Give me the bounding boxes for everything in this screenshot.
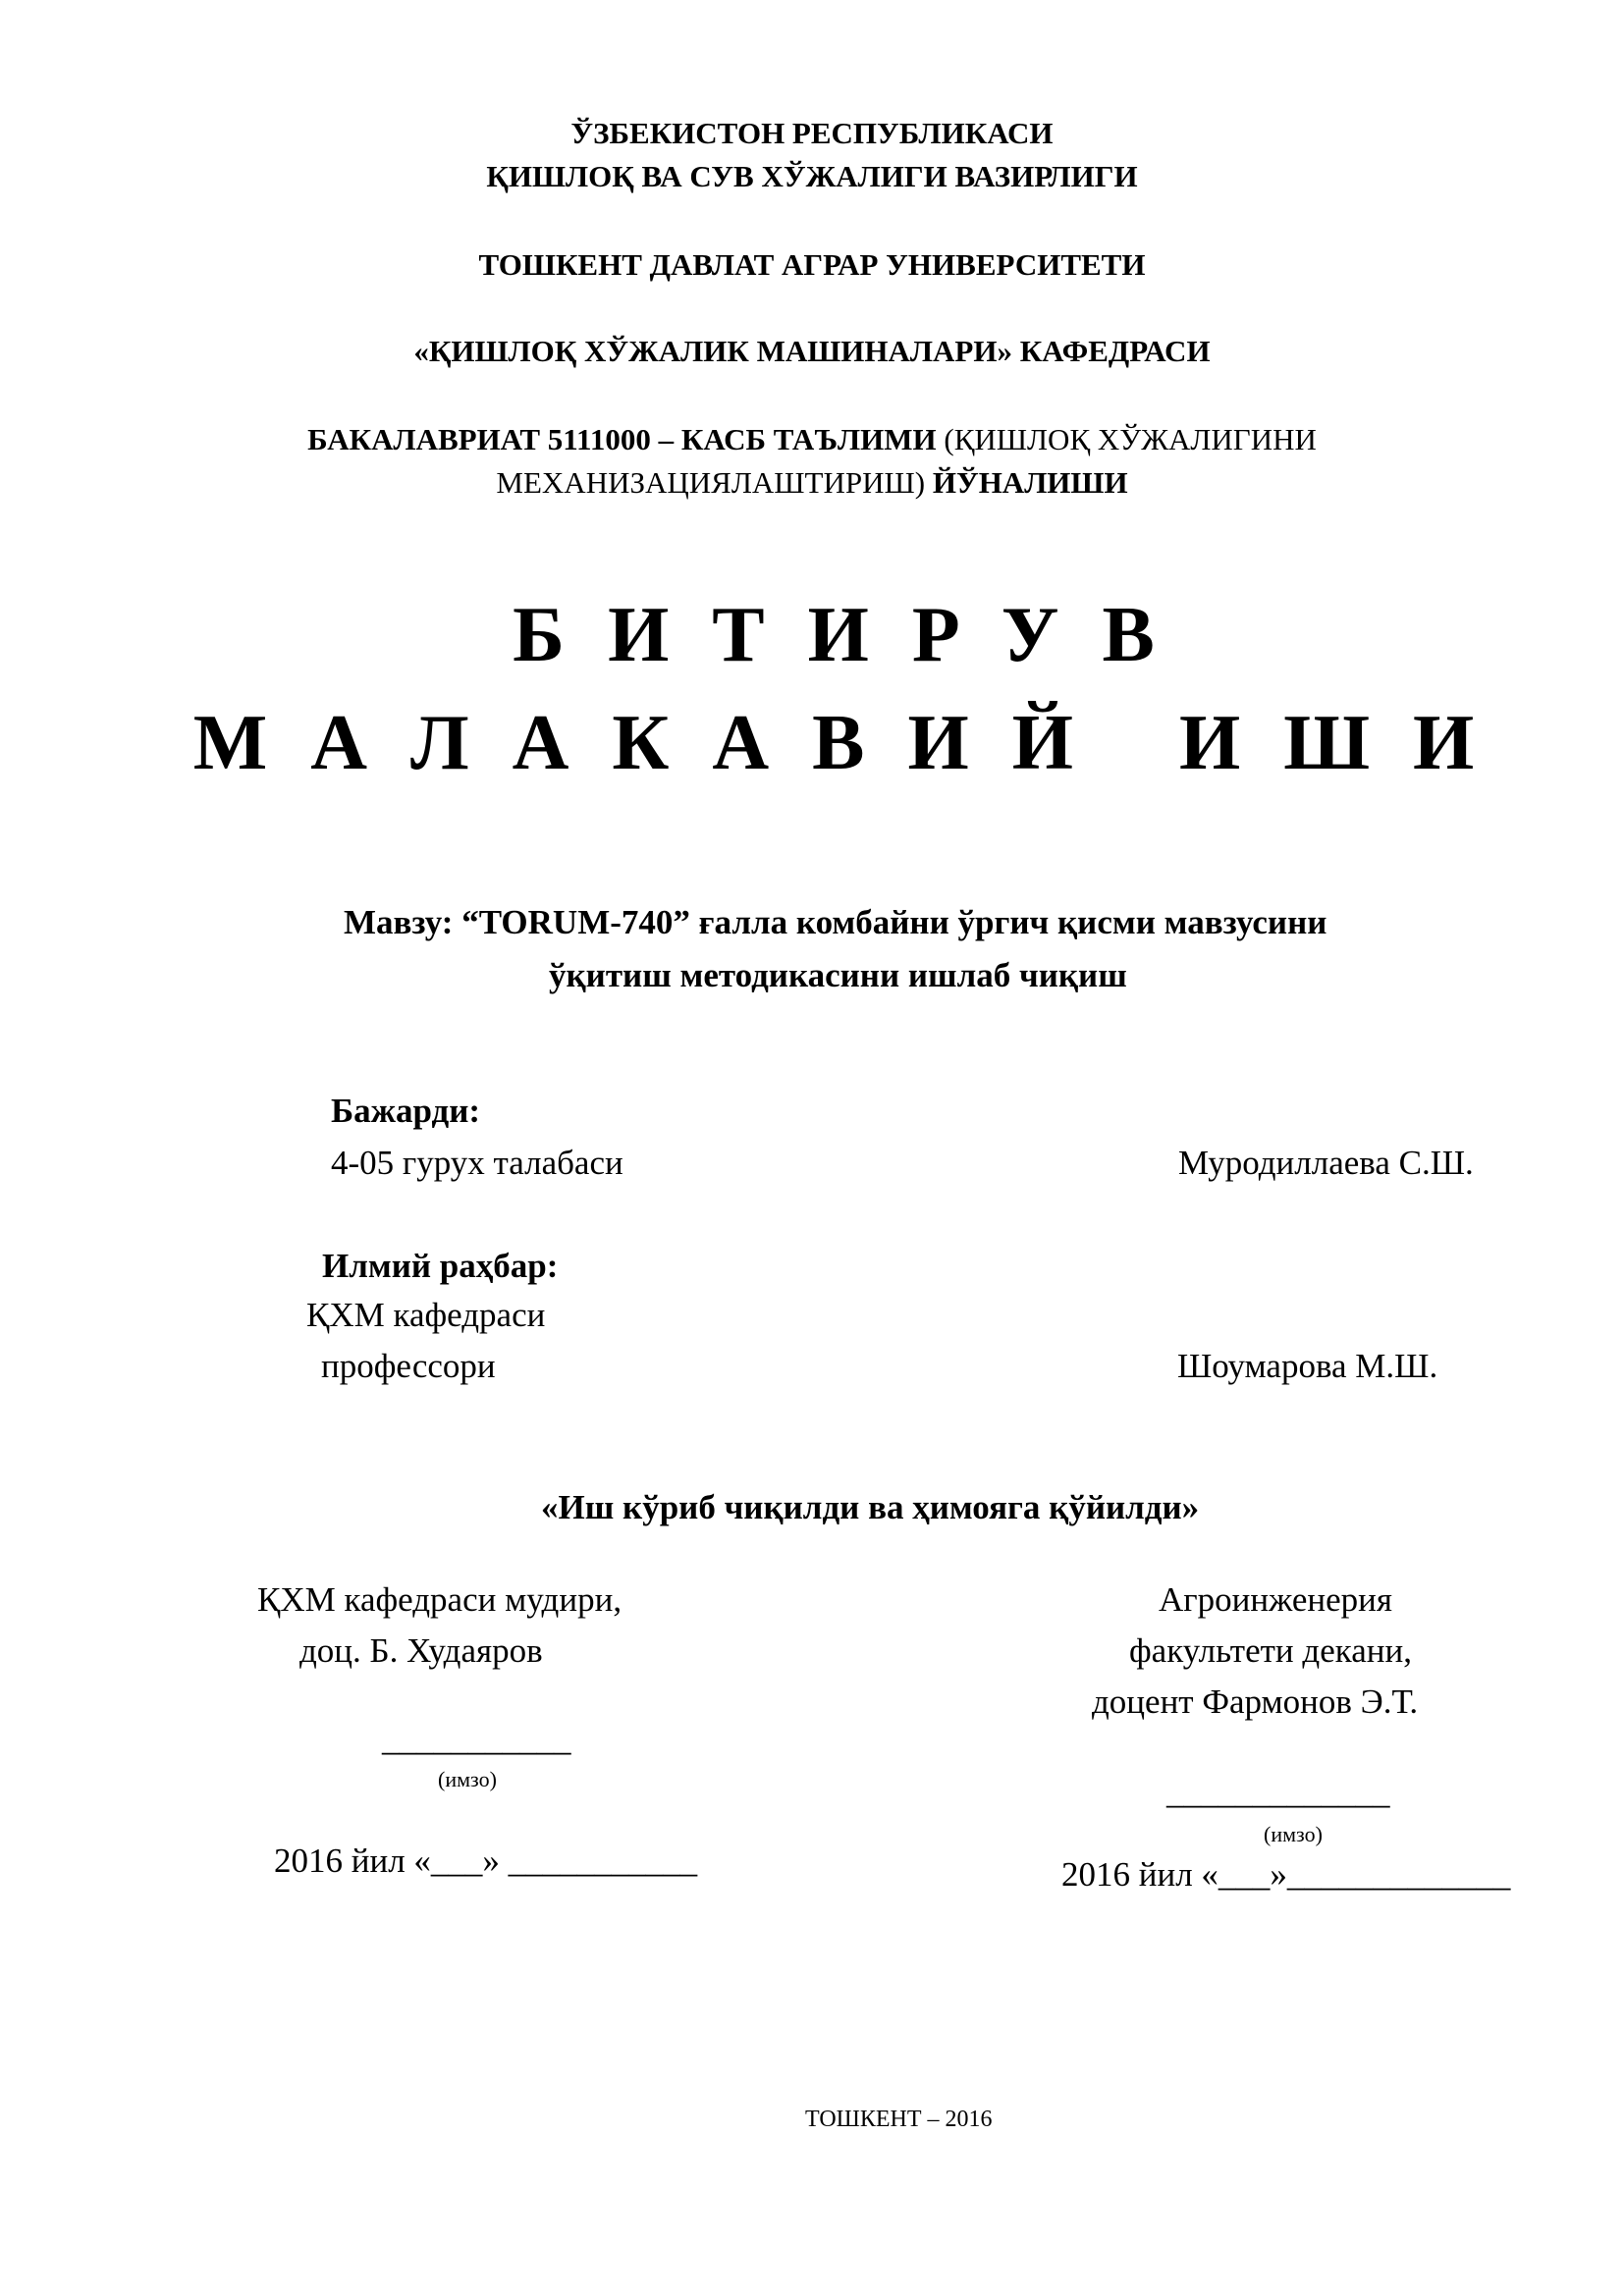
dean-faculty: Агроинженерия — [1159, 1580, 1392, 1619]
head-of-department-title: ҚХМ кафедраси мудири, — [257, 1580, 623, 1619]
republic-title: ЎЗБЕКИСТОН РЕСПУБЛИКАСИ — [570, 116, 1054, 150]
dean-name: доцент Фармонов Э.Т. — [1092, 1682, 1419, 1721]
performer-name: Муродиллаева С.Ш. — [1178, 1144, 1474, 1182]
right-date-line: 2016 йил «___»_____________ — [1061, 1855, 1511, 1894]
topic-line-1: Мавзу: “TORUM-740” ғалла комбайни ўргич қисми мавзусини — [344, 903, 1327, 941]
performer-heading: Бажарди: — [331, 1092, 481, 1130]
program-direction: ЙЎНАЛИШИ — [932, 465, 1128, 500]
work-title-line-1: БИТИРУВ — [513, 592, 1198, 678]
ministry-title: ҚИШЛОҚ ВА СУВ ХЎЖАЛИГИ ВАЗИРЛИГИ — [486, 159, 1138, 193]
program-spec: (ҚИШЛОҚ ХЎЖАЛИГИНИ — [936, 422, 1317, 456]
program-spec-cont: МЕХАНИЗАЦИЯЛАШТИРИШ) — [496, 465, 926, 500]
right-signature-label: (имзо) — [1264, 1822, 1323, 1846]
supervisor-heading: Илмий раҳбар: — [322, 1247, 559, 1285]
defense-statement: «Иш кўриб чиқилди ва ҳимояга қўйилди» — [541, 1488, 1200, 1526]
right-signature-line: _____________ — [1166, 1773, 1390, 1811]
left-signature-label: (имзо) — [438, 1767, 497, 1791]
supervisor-role: профессори — [321, 1347, 496, 1385]
city-year-footer: ТОШКЕНТ – 2016 — [805, 2107, 993, 2132]
performer-role: 4-05 гурух талабаси — [331, 1144, 623, 1182]
department-title: «ҚИШЛОҚ ХЎЖАЛИК МАШИНАЛАРИ» КАФЕДРАСИ — [413, 334, 1211, 368]
left-date-line: 2016 йил «___» ___________ — [274, 1842, 698, 1880]
work-title-line-2: МАЛАКАВИЙ ИШИ — [192, 700, 1518, 786]
dean-title: факультети декани, — [1129, 1631, 1412, 1670]
left-signature-line: ___________ — [382, 1720, 571, 1758]
program-line-2 — [0, 465, 1624, 501]
university-title: ТОШКЕНТ ДАВЛАТ АГРАР УНИВЕРСИТЕТИ — [478, 247, 1146, 282]
topic-line-2: ўқитиш методикасини ишлаб чиқиш — [549, 956, 1127, 994]
program-code: БАКАЛАВРИАТ 5111000 – КАСБ ТАЪЛИМИ — [307, 422, 937, 456]
program-line-1 — [0, 422, 1624, 457]
supervisor-dept: ҚХМ кафедраси — [306, 1296, 546, 1334]
head-of-department-name: доц. Б. Худаяров — [299, 1631, 543, 1670]
supervisor-name: Шоумарова М.Ш. — [1177, 1347, 1438, 1385]
